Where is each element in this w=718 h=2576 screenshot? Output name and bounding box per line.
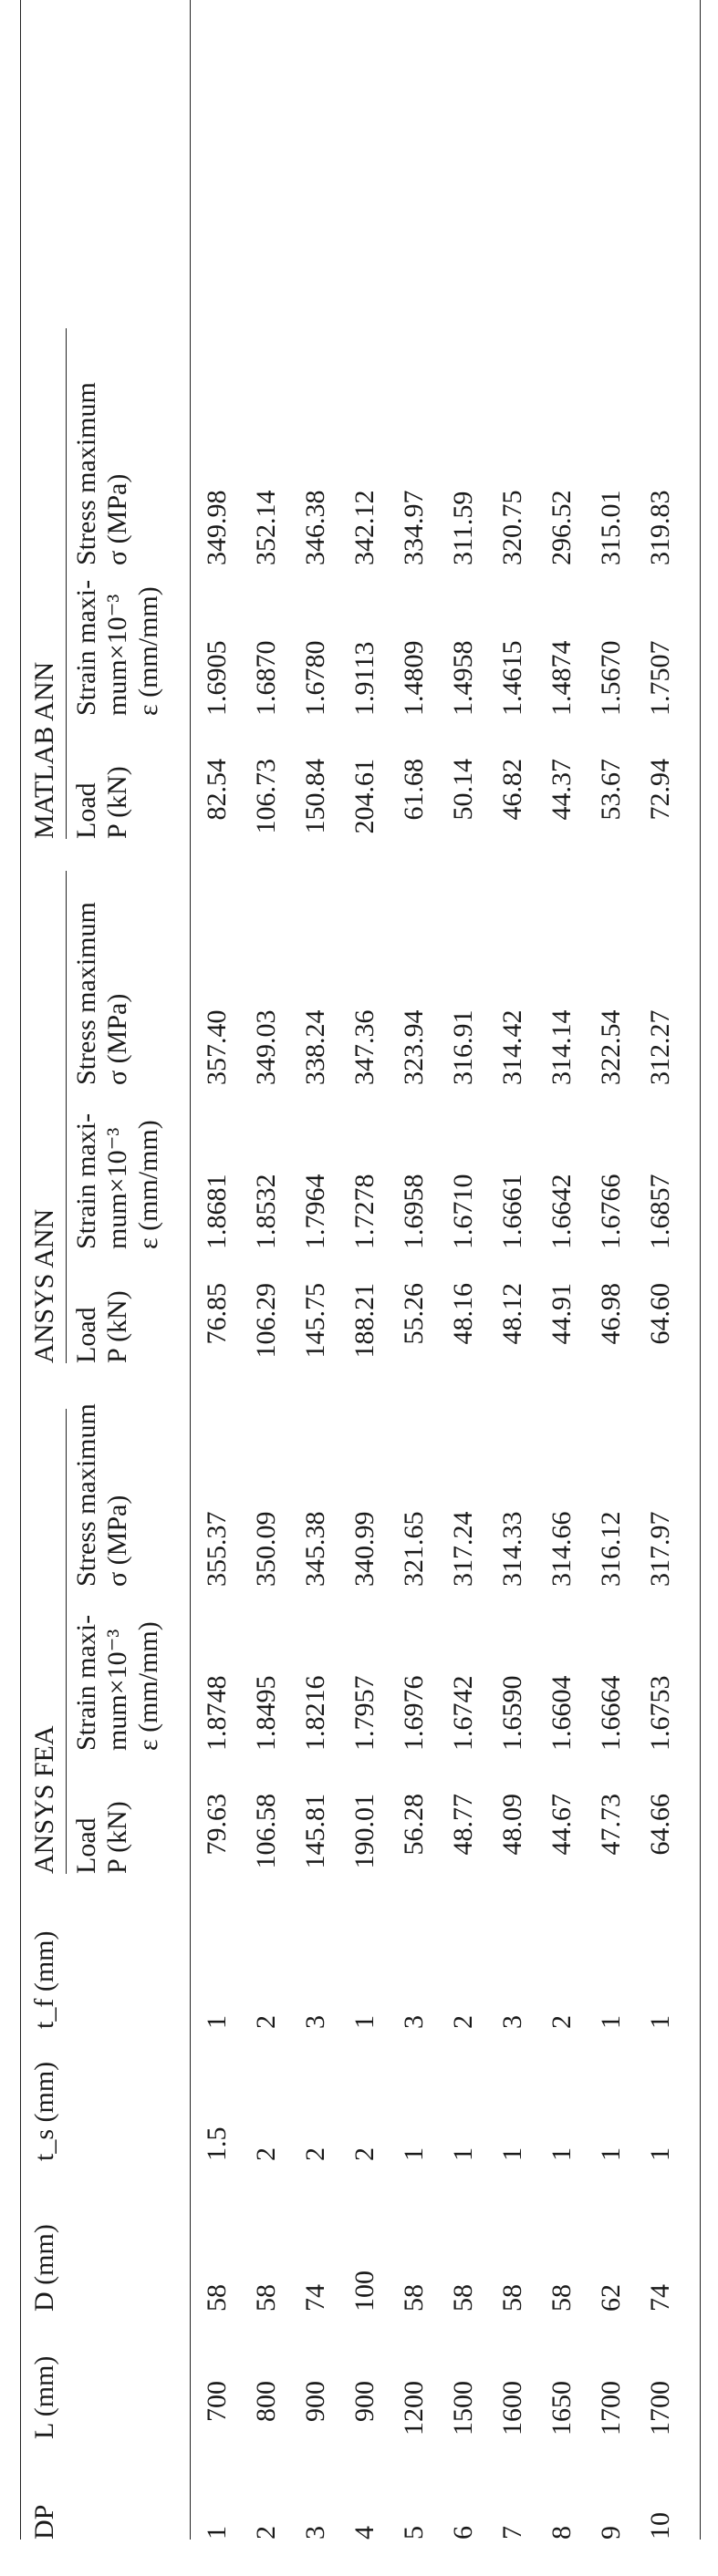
cell-dp: 9 (596, 2526, 626, 2540)
ann-stress-header: Stress maximum σ (MPa) (71, 902, 132, 1085)
cell-fea-strain: 1.8216 (300, 1675, 330, 1751)
cell-mat-load: 44.37 (546, 759, 577, 821)
cell-D: 74 (300, 2284, 330, 2312)
ann-strain-header: Strain maxi- mum×10⁻³ ε (mm/mm) (71, 1112, 163, 1249)
cell-mat-stress: 342.12 (349, 490, 380, 565)
cell-fea-stress: 345.38 (300, 1511, 330, 1587)
cell-ann-load: 48.16 (448, 1283, 478, 1345)
cell-mat-strain: 1.6870 (251, 640, 281, 716)
cell-ann-strain: 1.6958 (399, 1174, 429, 1249)
cell-ann-load: 46.98 (596, 1283, 626, 1345)
cell-dp: 8 (546, 2526, 577, 2540)
cell-ann-load: 188.21 (349, 1283, 380, 1359)
cell-mat-load: 204.61 (349, 759, 380, 834)
cell-ts: 1.5 (202, 2126, 232, 2161)
matlab-strain-header: Strain maxi- mum×10⁻³ ε (mm/mm) (71, 579, 163, 716)
cell-tf: 2 (251, 2015, 281, 2029)
cell-ann-strain: 1.6857 (645, 1174, 675, 1249)
cell-ann-stress: 347.36 (349, 1009, 380, 1085)
cell-ts: 2 (251, 2147, 281, 2161)
cell-mat-stress: 315.01 (596, 490, 626, 565)
cell-ann-strain: 1.6766 (596, 1174, 626, 1249)
cell-ann-load: 55.26 (399, 1283, 429, 1345)
group-header-ansys-fea-rule (66, 1409, 67, 1874)
cell-dp: 7 (497, 2526, 527, 2540)
cell-D: 62 (596, 2284, 626, 2312)
cell-D: 58 (497, 2284, 527, 2312)
cell-L: 1700 (596, 2381, 626, 2436)
cell-ann-load: 106.29 (251, 1283, 281, 1359)
cell-ann-stress: 323.94 (399, 1009, 429, 1085)
cell-mat-stress: 296.52 (546, 490, 577, 565)
cell-fea-stress: 340.99 (349, 1511, 380, 1587)
fea-stress-header: Stress maximum σ (MPa) (71, 1403, 132, 1587)
col-header-dp: DP (29, 2504, 59, 2540)
cell-mat-stress: 320.75 (497, 490, 527, 565)
top-rule (20, 0, 21, 2540)
cell-fea-load: 56.28 (399, 1794, 429, 1856)
cell-fea-strain: 1.8495 (251, 1675, 281, 1751)
group-header-matlab-ann: MATLAB ANN (29, 661, 59, 839)
group-header-ansys-ann: ANSYS ANN (29, 1208, 59, 1363)
cell-tf: 3 (399, 2015, 429, 2029)
matlab-load-header: Load P (kN) (71, 766, 132, 839)
cell-fea-stress: 350.09 (251, 1511, 281, 1587)
cell-mat-stress: 311.59 (448, 491, 478, 565)
cell-fea-stress: 316.12 (596, 1511, 626, 1587)
cell-D: 58 (399, 2284, 429, 2312)
cell-D: 58 (448, 2284, 478, 2312)
cell-ann-stress: 312.27 (645, 1009, 675, 1085)
cell-mat-stress: 319.83 (645, 490, 675, 565)
cell-tf: 3 (497, 2015, 527, 2029)
cell-ann-stress: 314.14 (546, 1009, 577, 1085)
cell-D: 58 (251, 2284, 281, 2312)
cell-mat-load: 46.82 (497, 759, 527, 821)
cell-fea-strain: 1.6590 (497, 1675, 527, 1751)
cell-D: 100 (349, 2271, 380, 2312)
cell-mat-load: 50.14 (448, 759, 478, 821)
fea-load-header: Load P (kN) (71, 1801, 132, 1874)
cell-D: 74 (645, 2284, 675, 2312)
cell-ann-stress: 349.03 (251, 1009, 281, 1085)
cell-dp: 6 (448, 2526, 478, 2540)
cell-fea-strain: 1.6753 (645, 1675, 675, 1751)
bottom-rule (700, 0, 701, 2540)
ann-load-header: Load P (kN) (71, 1290, 132, 1363)
cell-ann-stress: 357.40 (202, 1009, 232, 1085)
cell-fea-stress: 317.24 (448, 1511, 478, 1587)
cell-L: 1500 (448, 2381, 478, 2436)
cell-ts: 1 (596, 2147, 626, 2161)
cell-L: 700 (202, 2381, 232, 2422)
col-header-length: L (mm) (29, 2355, 59, 2439)
group-header-ansys-fea: ANSYS FEA (29, 1725, 59, 1874)
cell-mat-strain: 1.5670 (596, 640, 626, 716)
cell-tf: 2 (546, 2015, 577, 2029)
cell-fea-strain: 1.8748 (202, 1675, 232, 1751)
col-header-tf: t_f (mm) (29, 1930, 59, 2029)
cell-fea-load: 48.09 (497, 1794, 527, 1856)
cell-mat-load: 61.68 (399, 759, 429, 821)
cell-mat-load: 53.67 (596, 759, 626, 821)
cell-ts: 1 (448, 2147, 478, 2161)
cell-mat-strain: 1.4615 (497, 640, 527, 716)
col-header-diameter: D (mm) (29, 2224, 59, 2312)
cell-ann-load: 48.12 (497, 1283, 527, 1345)
cell-mat-stress: 334.97 (399, 490, 429, 565)
cell-tf: 1 (349, 2015, 380, 2029)
cell-fea-stress: 317.97 (645, 1511, 675, 1587)
cell-ann-load: 44.91 (546, 1283, 577, 1345)
cell-ann-strain: 1.8532 (251, 1174, 281, 1249)
cell-ann-strain: 1.7964 (300, 1174, 330, 1249)
cell-fea-load: 48.77 (448, 1794, 478, 1856)
cell-ann-load: 64.60 (645, 1283, 675, 1345)
cell-fea-stress: 355.37 (202, 1511, 232, 1587)
cell-tf: 1 (202, 2015, 232, 2029)
cell-ann-stress: 314.42 (497, 1009, 527, 1085)
cell-tf: 2 (448, 2015, 478, 2029)
cell-dp: 10 (645, 2512, 675, 2540)
cell-ts: 2 (300, 2147, 330, 2161)
group-header-ansys-ann-rule (66, 871, 67, 1363)
cell-L: 1200 (399, 2381, 429, 2436)
cell-L: 900 (349, 2381, 380, 2422)
cell-mat-strain: 1.9113 (349, 641, 380, 716)
cell-L: 1600 (497, 2381, 527, 2436)
cell-mat-strain: 1.7507 (645, 640, 675, 716)
cell-fea-strain: 1.6664 (596, 1675, 626, 1751)
cell-ann-load: 76.85 (202, 1283, 232, 1345)
cell-ts: 1 (497, 2147, 527, 2161)
cell-ann-strain: 1.6642 (546, 1174, 577, 1249)
cell-fea-load: 106.58 (251, 1794, 281, 1869)
cell-fea-load: 145.81 (300, 1794, 330, 1869)
cell-fea-stress: 314.33 (497, 1511, 527, 1587)
cell-fea-load: 190.01 (349, 1794, 380, 1869)
cell-mat-strain: 1.4874 (546, 640, 577, 716)
cell-mat-strain: 1.6905 (202, 640, 232, 716)
cell-L: 1700 (645, 2381, 675, 2436)
cell-fea-stress: 321.65 (399, 1511, 429, 1587)
cell-ts: 2 (349, 2147, 380, 2161)
cell-tf: 1 (645, 2015, 675, 2029)
cell-fea-strain: 1.6742 (448, 1675, 478, 1751)
cell-ann-stress: 322.54 (596, 1009, 626, 1085)
cell-D: 58 (546, 2284, 577, 2312)
group-header-matlab-ann-rule (66, 328, 67, 839)
cell-ts: 1 (546, 2147, 577, 2161)
cell-D: 58 (202, 2284, 232, 2312)
cell-fea-stress: 314.66 (546, 1511, 577, 1587)
cell-fea-load: 47.73 (596, 1794, 626, 1856)
cell-mat-load: 150.84 (300, 759, 330, 834)
cell-fea-strain: 1.6604 (546, 1675, 577, 1751)
cell-tf: 3 (300, 2015, 330, 2029)
cell-ann-strain: 1.6710 (448, 1174, 478, 1249)
fea-strain-header: Strain maxi- mum×10⁻³ ε (mm/mm) (71, 1614, 163, 1751)
cell-mat-strain: 1.6780 (300, 640, 330, 716)
cell-ann-strain: 1.8681 (202, 1174, 232, 1249)
cell-tf: 1 (596, 2015, 626, 2029)
cell-ts: 1 (399, 2147, 429, 2161)
cell-mat-stress: 349.98 (202, 490, 232, 565)
cell-dp: 1 (202, 2526, 232, 2540)
cell-dp: 5 (399, 2526, 429, 2540)
cell-mat-load: 82.54 (202, 759, 232, 821)
cell-ann-strain: 1.7278 (349, 1174, 380, 1249)
cell-ann-strain: 1.6661 (497, 1174, 527, 1249)
cell-dp: 4 (349, 2526, 380, 2540)
header-bottom-rule (190, 0, 191, 2540)
cell-ts: 1 (645, 2147, 675, 2161)
cell-L: 1650 (546, 2381, 577, 2436)
cell-L: 800 (251, 2381, 281, 2422)
cell-fea-load: 44.67 (546, 1794, 577, 1856)
cell-mat-load: 72.94 (645, 759, 675, 821)
cell-mat-stress: 346.38 (300, 490, 330, 565)
cell-ann-stress: 338.24 (300, 1009, 330, 1085)
cell-fea-strain: 1.7957 (349, 1675, 380, 1751)
cell-ann-load: 145.75 (300, 1283, 330, 1359)
cell-mat-stress: 352.14 (251, 490, 281, 565)
cell-fea-strain: 1.6976 (399, 1675, 429, 1751)
matlab-stress-header: Stress maximum σ (MPa) (71, 382, 132, 565)
cell-mat-strain: 1.4958 (448, 640, 478, 716)
cell-fea-load: 79.63 (202, 1794, 232, 1856)
cell-fea-load: 64.66 (645, 1794, 675, 1856)
cell-mat-strain: 1.4809 (399, 640, 429, 716)
cell-L: 900 (300, 2381, 330, 2422)
col-header-ts: t_s (mm) (29, 2061, 59, 2161)
cell-mat-load: 106.73 (251, 759, 281, 834)
cell-ann-stress: 316.91 (448, 1009, 478, 1085)
cell-dp: 3 (300, 2526, 330, 2540)
cell-dp: 2 (251, 2526, 281, 2540)
